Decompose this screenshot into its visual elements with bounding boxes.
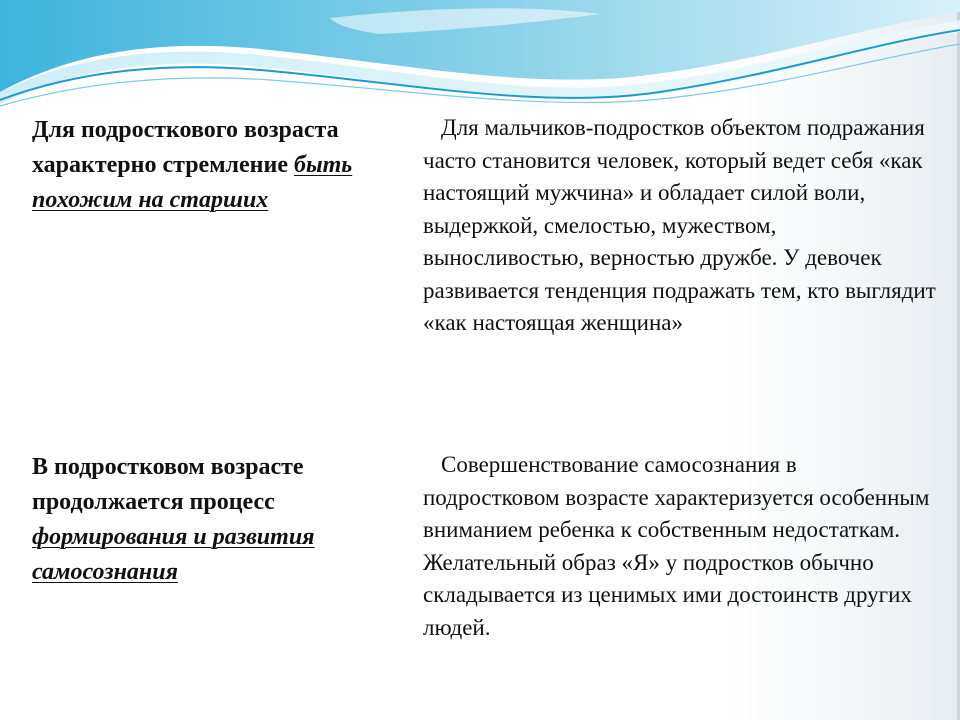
block-1-heading bbox=[32, 113, 382, 218]
block-1-body: Для мальчиков-подростков объектом подражания часто становится человек, который ведет себя «как настоящий мужчина» и обладает силой воли, выдержкой, смелостью, мужеством, выносливостью, верностью дружбе. У девочек развивается тенденция подражать тем, кто выглядит «как настоящая женщина» bbox=[423, 115, 936, 335]
wave-banner bbox=[0, 0, 960, 110]
block-2-heading-lead: В подростковом возрасте продолжается процесс bbox=[32, 454, 304, 515]
block-1-heading-emphasis: быть похожим на старших bbox=[32, 152, 353, 213]
block-1-heading-lead: Для подросткового возраста характерно стремление bbox=[32, 117, 339, 178]
block-2-heading bbox=[32, 450, 382, 590]
block-2-heading-emphasis: формирования и развития самосознания bbox=[32, 524, 315, 585]
block-2-body: Совершенствование самосознания в подростковом возрасте характеризуется особенным вниманием ребенка к собственным недостаткам. Желательный образ «Я» у подростков обычно складывается из ценимых ими достоинств других людей. bbox=[423, 452, 930, 640]
